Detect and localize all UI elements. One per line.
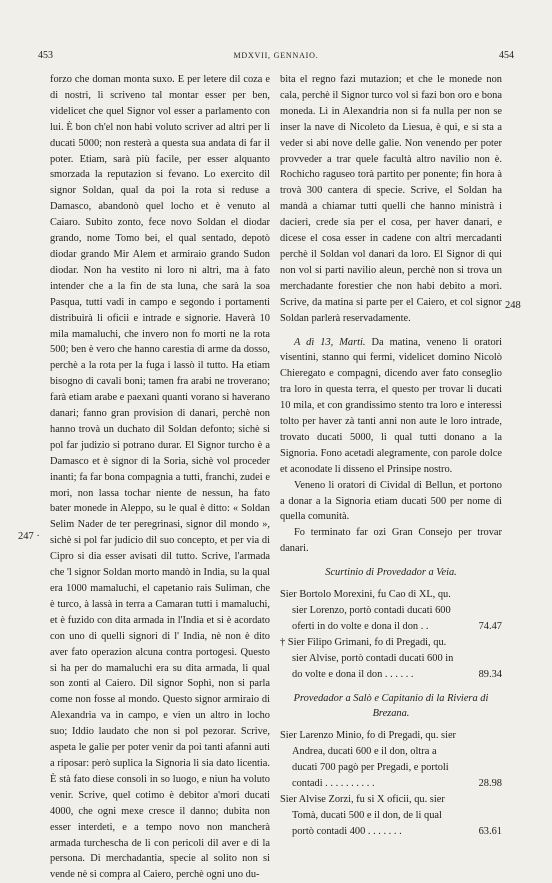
vote-amount: 28.98 (478, 778, 502, 790)
right-intro-paragraph: bita el regno fazi mutazion; et che le monede non cala, perchè il Signor turco vol si fazi bon oro e bona moneda. Lì in Alexandria non si fa nulla per non se inser la nave di Nicoleto da Liesua, è qui, e si sta a veder si abi nove delle galie. Non venendo per poter provveder a trar quele facultà altro navilio non è. Rochicho raguseo torà partito per ponente; fin hora à trovà 300 cantera di specie. Scrive, el Soldan ha mandà a chiamar tutti quelli che hanno ministrà i dacieri, crede sia per el cosa, per haver danari, e dicese el cosa esser in cadene con altri mercadanti perchè il Soldan vol danari da loro. El Signor di qui non vol si parti navilio aleun, perchè non si trova un merchadante forestier che non habi debito a mori. Scrive, da matina si parte per el Caiero, et col signor Soldan parlerà reservadamente. (280, 74, 502, 324)
date-heading: A dì 13, Marti. (294, 336, 366, 348)
page-number-right: 454 (499, 50, 514, 61)
vote-amount: 74.47 (478, 620, 502, 632)
vote-amount: 63.61 (478, 825, 502, 837)
paragraph-bellun: Veneno li oratori di Cividal di Bellun, et portono a donar a la Signoria etiam ducati 500 per nome di quella comunità. (280, 479, 502, 523)
date-entry-text: Da matina, veneno li oratori visentini, stanno qui fermi, videlicet domino Nicolò Chieregato e compagni, dicendo aver fato conseglio tra loro in questa terra, el questo per trovar li ducati 10 mila, et con grandissimo stento tra loro e interessi tolto per haver zà tanti anni non aute le loro intrade, trovato ducati 5000, li qual tutti donano a la Signoria. Fono acetadi alegramente, con parole dolce et aconodate li disseno el Prinsipe nostro. (280, 336, 502, 475)
dated-entry (280, 335, 502, 478)
section-title-provedador-salo: Provedador a Salò e Capitanio di la Riviera di Brezana. (293, 692, 489, 720)
margin-note-left: 247 · (18, 531, 40, 542)
election-entry: Sier Larenzo Minio, fo di Pregadi, qu. sier Andrea, ducati 600 e il don, oltra a ducati 700 pagò per Pregadi, e portoli contadi . . . . . . . . . . 28.98 (280, 728, 502, 792)
election-entry: Sier Bortolo Morexini, fu Cao di XL, qu. sier Lorenzo, portò contadi ducati 600 oferti in do volte e dona il don . . 74.47 (280, 587, 502, 635)
vote-amount: 89.34 (478, 668, 502, 680)
running-title: MDXVII, GENNAIO. (233, 51, 319, 60)
page-number-left: 453 (38, 50, 53, 61)
paragraph-gran-consejo: Fo terminato far ozi Gran Consejo per trovar danari. (280, 527, 502, 555)
page-header (38, 50, 514, 66)
election-entry: † Sier Filipo Grimani, fo di Pregadi, qu. sier Alvise, portò contadi ducati 600 in do volte e dona il don . . . . . . 89.34 (280, 635, 502, 683)
left-column (50, 72, 270, 883)
margin-note-right: 248 (505, 300, 521, 311)
section-title-provedador-veia: Scurtinio di Provedador a Veia. (325, 567, 457, 579)
left-paragraph: forzo che doman monta suxo. E per letere dil coza e di nostri, li scriveno tal montar esser per ben, videlicet che quel Signor vol esser a parlamento con lui. È bon ch'el non habi voluto scriver ad altri per li ducati 5000; non resterà a questa sua andata di far il poter. Etiam, sarà più facile, per esser alquanto smorzada la reputazion si fevano. Lo exercito dil signor Soldan, qual da poi la rota si reduse a Damasco, abandonò quel locho et è venuto al Caiaro. Subito zonto, fece novo Soldan el diodar grando, nome Tomo bei, el qual sentado, depotò diodar grando Mir Alem et armiraio grando Sudon diodar. Non ha vestito nì loro nì altri, ma à fato intender che a la fin de sta luna, che sarà la soa Pasqua, tutti vadi in campo e segondo i portamenti distribuirà li oficii e intrade e signorie. Haverà 10 mila mamaluchi, che invero non fo morti ne la rota 500; ben è vero che hanno carestia di arme da dosso, perchè a la rota per la fuga i lassò il tutto. Ha etiam bisogno di cavali boni; tamen fra arabi ne troverano; farà etiam arabe e paexani quanti vorano si haverano danari; fanno gran provision di danari, perchè non hanno trovà un duchato dil Soldan defonto; sichè si pol far judizio si potrano durar. El Signor turcho è a Damasco et è signor di la Soria, sichè vol proceder inanti; fa far bona compagnia a tutti, franchi, zudei e mori, non lassa tochar niente de nessun, ha fato bater monede in Aleppo, su le qual è ditto: « Soldan Selim Nader de ter peregrinasi, signor dil mondo », sichè si pol far judicio dil suo concepto, et per via di Cipro si dia esser avisati dil tutto. Scrive, l'armada che 'l signor Soldan morto mandò in India, su la qual era 1000 mamaluchi, el capetanio rais Suliman, che è turco, à lassà in terra a Camaran tutti i mamaluchi, et è fuzido con dita armada in l'India et si è acordato con uno di quelli signori di l' India, nè non è dito aver fato operazion alcuna contra portogesi. Questo si ha per do mamaluchi era su dita armada, li qual son zonti al Caiero. Dil signor Sophì, non si parla come non fosse al mondo. Questo signor armiraio di Alexandria va in campo, e vien un altro in locho suo; Iddio laudato che non si pol pezorar. Scrive, aspeta le galie per poter venir da poi tanti afanni auti a riposar: però suplica la Signoria li sia dato licentia. È stà fato diese consoli in so luogo, e niun ha voluto venir. Scrive, quel cotimo è debitor a'mori ducati 4000, che ogni mexe cresce il danno; dubita non esser interdeti, e a tempo novo non mancherà armada turchescha de li con pericoli dil aver e di la persona. Di merchadantia, specie al solito non si vende nè si compra al Caiero, perchè ogni uno du- (50, 74, 270, 881)
election-entry: Sier Alvise Zorzi, fu si X oficii, qu. sier Tomà, ducati 500 e il don, de li qual portò contadi 400 . . . . . . . 63.61 (280, 792, 502, 840)
right-column (280, 72, 502, 840)
